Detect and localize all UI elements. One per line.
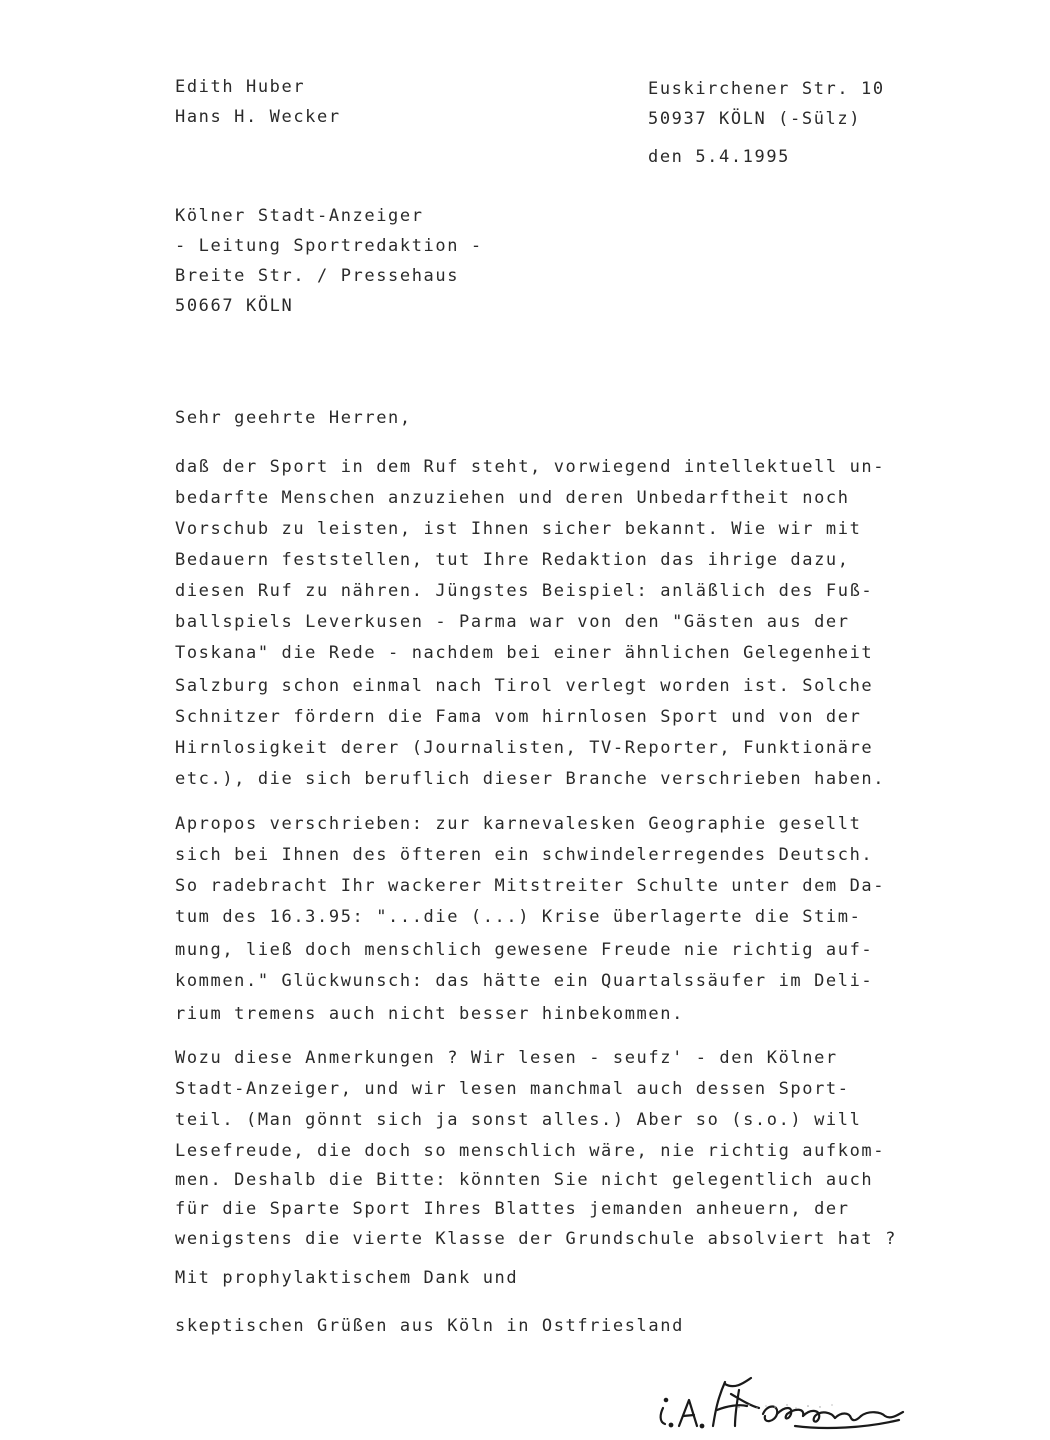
body-line: So radebracht Ihr wackerer Mitstreiter Schulte unter dem Da- (175, 876, 886, 896)
body-line: diesen Ruf zu nähren. Jüngstes Beispiel: anläßlich des Fuß- (175, 581, 874, 601)
body-line: etc.), die sich beruflich dieser Branche verschrieben haben. (175, 769, 886, 789)
body-line: Lesefreude, die doch so menschlich wäre, nie richtig aufkom- (175, 1141, 886, 1161)
recipient-line: Breite Str. / Pressehaus (175, 266, 460, 286)
body-line: bedarfte Menschen anzuziehen und deren Unbedarftheit noch (175, 488, 850, 508)
body-line: Toskana" die Rede - nachdem bei einer ähnlichen Gelegenheit (175, 643, 874, 663)
body-line: mung, ließ doch menschlich gewesene Freude nie richtig auf- (175, 940, 874, 960)
body-line: teil. (Man gönnt sich ja sonst alles.) Aber so (s.o.) will (175, 1110, 862, 1130)
body-line: Stadt-Anzeiger, und wir lesen manchmal auch dessen Sport- (175, 1079, 850, 1099)
body-line: Bedauern feststellen, tut Ihre Redaktion das ihrige dazu, (175, 550, 850, 570)
body-line: daß der Sport in dem Ruf steht, vorwiegend intellektuell un- (175, 457, 886, 477)
sender-name: Edith Huber (175, 77, 306, 97)
body-line: rium tremens auch nicht besser hinbekommen. (175, 1004, 684, 1024)
sender-name: Hans H. Wecker (175, 107, 341, 127)
body-line: tum des 16.3.95: "...die (...) Krise überlagerte die Stim- (175, 907, 862, 927)
body-line: Hirnlosigkeit derer (Journalisten, TV-Reporter, Funktionäre (175, 738, 874, 758)
body-line: Apropos verschrieben: zur karnevalesken Geographie gesellt (175, 814, 862, 834)
closing-line: skeptischen Grüßen aus Köln in Ostfriesland (175, 1316, 684, 1336)
body-line: Wozu diese Anmerkungen ? Wir lesen - seufz' - den Kölner (175, 1048, 838, 1068)
closing-line: Mit prophylaktischem Dank und (175, 1268, 519, 1288)
body-line: kommen." Glückwunsch: das hätte ein Quartalssäufer im Deli- (175, 971, 874, 991)
scan-specks (735, 1400, 845, 1412)
body-line: wenigstens die vierte Klasse der Grundschule absolviert hat ? (175, 1229, 897, 1249)
body-line: men. Deshalb die Bitte: könnten Sie nicht gelegentlich auch (175, 1170, 874, 1190)
sender-street: Euskirchener Str. 10 (648, 79, 885, 99)
sender-city: 50937 KÖLN (-Sülz) (648, 109, 862, 129)
recipient-line: 50667 KÖLN (175, 296, 294, 316)
recipient-line: - Leitung Sportredaktion - (175, 236, 483, 256)
body-line: Salzburg schon einmal nach Tirol verlegt worden ist. Solche (175, 676, 874, 696)
body-line: ballspiels Leverkusen - Parma war von den "Gästen aus der (175, 612, 850, 632)
body-line: sich bei Ihnen des öfteren ein schwindelerregendes Deutsch. (175, 845, 874, 865)
recipient-line: Kölner Stadt-Anzeiger (175, 206, 424, 226)
body-line: Schnitzer fördern die Fama vom hirnlosen Sport und von der (175, 707, 862, 727)
letter-date: den 5.4.1995 (648, 147, 791, 167)
salutation: Sehr geehrte Herren, (175, 408, 412, 428)
body-line: für die Sparte Sport Ihres Blattes jemanden anheuern, der (175, 1199, 850, 1219)
body-line: Vorschub zu leisten, ist Ihnen sicher bekannt. Wie wir mit (175, 519, 862, 539)
